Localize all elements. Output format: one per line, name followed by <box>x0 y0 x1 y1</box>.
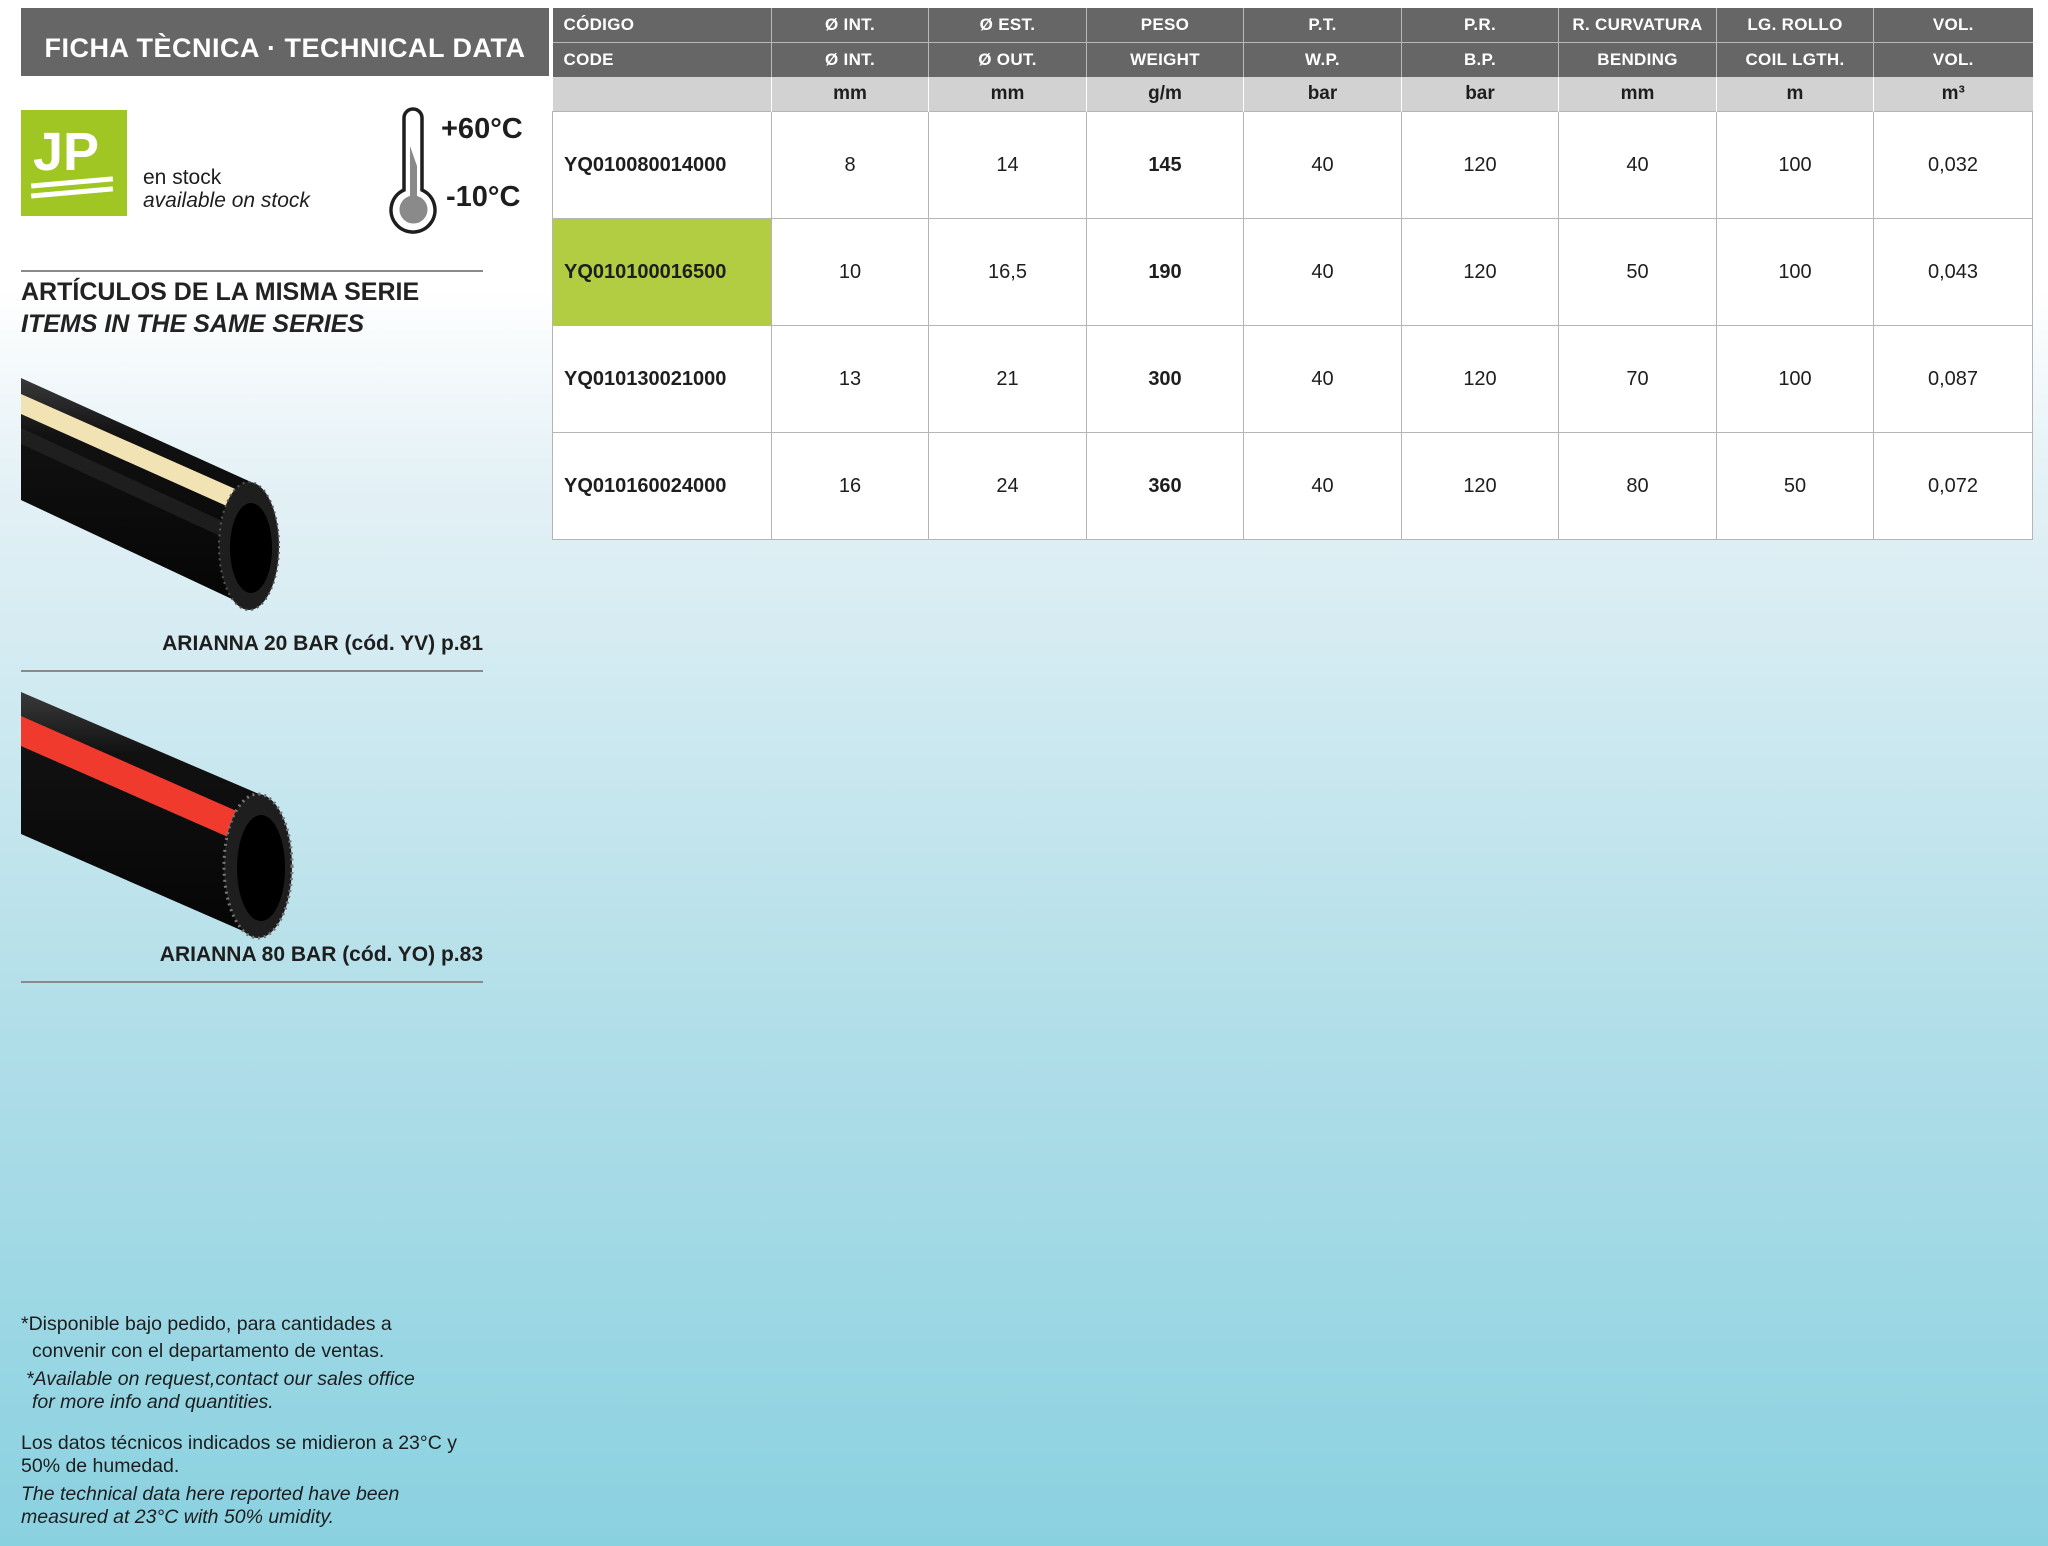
product-code: YQ010160024000 <box>553 433 772 540</box>
note-line: Los datos técnicos indicados se midieron a 23°C y <box>21 1432 457 1454</box>
table-cell: 70 <box>1559 326 1717 433</box>
table-cell: 120 <box>1402 219 1559 326</box>
table-cell: 13 <box>772 326 929 433</box>
series-heading <box>21 276 419 340</box>
column-header: B.P. <box>1402 43 1559 78</box>
table-cell: 40 <box>1244 326 1402 433</box>
unit-cell: bar <box>1244 77 1402 112</box>
divider <box>21 670 483 672</box>
table-cell: 120 <box>1402 112 1559 219</box>
hose-image-arianna-20 <box>21 372 291 629</box>
technical-data-table <box>552 8 2033 540</box>
column-header: BENDING <box>1559 43 1717 78</box>
table-cell: 100 <box>1717 112 1874 219</box>
unit-cell: m³ <box>1874 77 2033 112</box>
hose-image-arianna-80 <box>21 688 296 945</box>
column-header: PESO <box>1087 8 1244 43</box>
availability-note <box>21 1313 415 1414</box>
table-cell: 40 <box>1559 112 1717 219</box>
table-row <box>553 433 2033 540</box>
table-cell: 120 <box>1402 326 1559 433</box>
series-item-caption: ARIANNA 20 BAR (cód. YV) p.81 <box>162 632 483 655</box>
stock-label-en: available on stock <box>143 189 310 212</box>
table-cell: 100 <box>1717 326 1874 433</box>
table-cell: 21 <box>929 326 1087 433</box>
table-cell: 0,043 <box>1874 219 2033 326</box>
thermometer-icon <box>386 106 440 236</box>
unit-cell: bar <box>1402 77 1559 112</box>
column-header: Ø INT. <box>772 43 929 78</box>
table-cell: 360 <box>1087 433 1244 540</box>
unit-cell: mm <box>772 77 929 112</box>
column-header: Ø INT. <box>772 8 929 43</box>
note-line: *Disponible bajo pedido, para cantidades a <box>21 1313 392 1335</box>
column-header: WEIGHT <box>1087 43 1244 78</box>
table-cell: 300 <box>1087 326 1244 433</box>
jp-logo-mark <box>21 110 127 216</box>
units-row <box>553 77 2033 112</box>
column-header: W.P. <box>1244 43 1402 78</box>
table-cell: 100 <box>1717 219 1874 326</box>
column-header: LG. ROLLO <box>1717 8 1874 43</box>
note-line: measured at 23°C with 50% umidity. <box>21 1506 335 1528</box>
unit-cell <box>553 77 772 112</box>
table-row <box>553 112 2033 219</box>
unit-cell: mm <box>1559 77 1717 112</box>
table-row <box>553 326 2033 433</box>
table-cell: 14 <box>929 112 1087 219</box>
table-cell: 40 <box>1244 112 1402 219</box>
column-header: R. CURVATURA <box>1559 8 1717 43</box>
table-cell: 24 <box>929 433 1087 540</box>
unit-cell: m <box>1717 77 1874 112</box>
series-title-es: ARTÍCULOS DE LA MISMA SERIE <box>21 278 420 306</box>
header-row-es <box>553 8 2033 43</box>
table-cell: 145 <box>1087 112 1244 219</box>
series-title-en: ITEMS IN THE SAME SERIES <box>21 310 365 338</box>
note-line: *Available on request,contact our sales office <box>26 1368 415 1390</box>
column-header: CÓDIGO <box>553 8 772 43</box>
note-line: convenir con el departamento de ventas. <box>32 1340 385 1362</box>
column-header: P.T. <box>1244 8 1402 43</box>
note-line: 50% de humedad. <box>21 1455 180 1477</box>
table-cell: 8 <box>772 112 929 219</box>
jp-logo <box>21 110 127 216</box>
column-header: VOL. <box>1874 43 2033 78</box>
table-cell: 0,032 <box>1874 112 2033 219</box>
unit-cell: mm <box>929 77 1087 112</box>
table-cell: 0,072 <box>1874 433 2033 540</box>
column-header: P.R. <box>1402 8 1559 43</box>
table-cell: 120 <box>1402 433 1559 540</box>
column-header: Ø EST. <box>929 8 1087 43</box>
product-code: YQ010130021000 <box>553 326 772 433</box>
stock-label <box>143 166 310 212</box>
divider <box>21 981 483 983</box>
column-header: Ø OUT. <box>929 43 1087 78</box>
table-cell: 16 <box>772 433 929 540</box>
temperature-max: +60°C <box>441 113 523 145</box>
temperature-min: -10°C <box>446 181 521 213</box>
table-cell: 10 <box>772 219 929 326</box>
table-cell: 40 <box>1244 219 1402 326</box>
table-cell: 50 <box>1717 433 1874 540</box>
table-row <box>553 219 2033 326</box>
table-cell: 80 <box>1559 433 1717 540</box>
divider <box>21 270 483 272</box>
table-cell: 0,087 <box>1874 326 2033 433</box>
table-cell: 190 <box>1087 219 1244 326</box>
product-code-highlighted: YQ010100016500 <box>553 219 772 326</box>
unit-cell: g/m <box>1087 77 1244 112</box>
stock-label-es: en stock <box>143 166 222 189</box>
column-header: COIL LGTH. <box>1717 43 1874 78</box>
column-header: VOL. <box>1874 8 2033 43</box>
conditions-note <box>21 1432 457 1529</box>
note-line: The technical data here reported have been <box>21 1483 400 1505</box>
sheet-title: FICHA TÈCNICA · TECHNICAL DATA <box>21 8 549 76</box>
header-row-en <box>553 43 2033 78</box>
table-cell: 16,5 <box>929 219 1087 326</box>
table-cell: 40 <box>1244 433 1402 540</box>
column-header: CODE <box>553 43 772 78</box>
note-line: for more info and quantities. <box>32 1391 274 1413</box>
series-item-caption: ARIANNA 80 BAR (cód. YO) p.83 <box>159 943 483 966</box>
table-cell: 50 <box>1559 219 1717 326</box>
product-code: YQ010080014000 <box>553 112 772 219</box>
svg-text:JP: JP <box>33 122 100 182</box>
